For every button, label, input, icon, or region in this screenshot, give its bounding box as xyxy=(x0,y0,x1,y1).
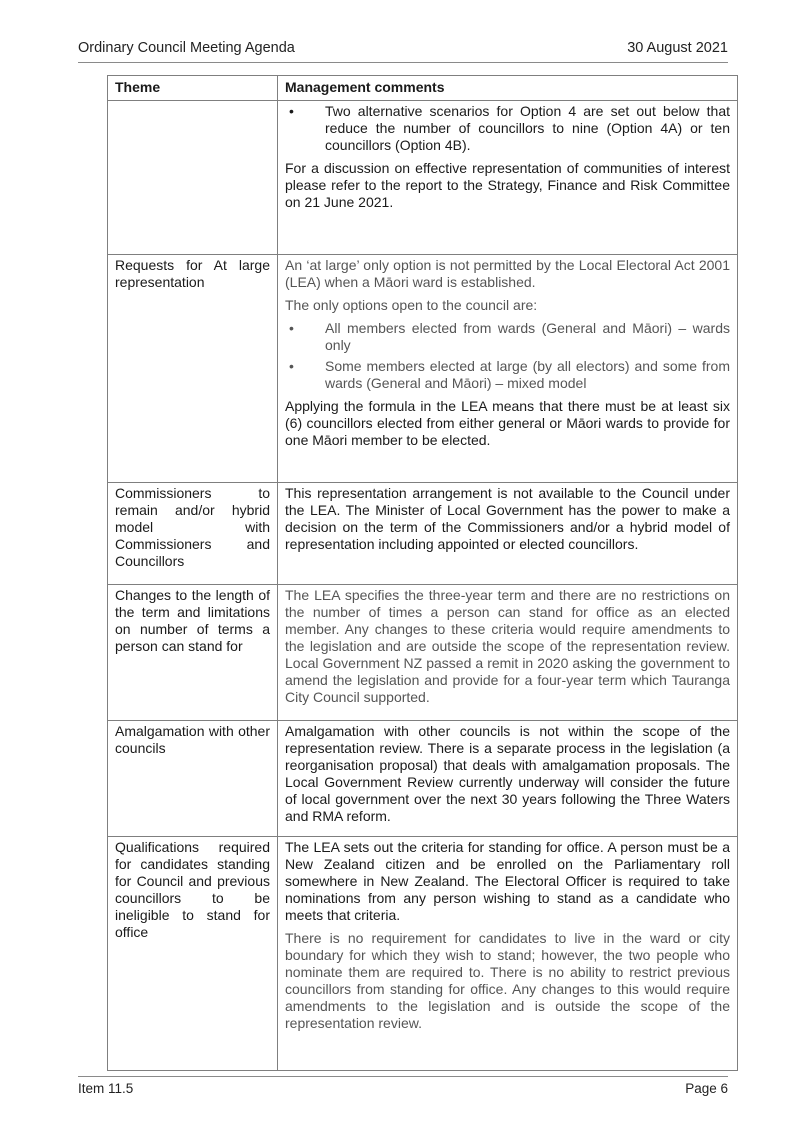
list-item: • All members elected from wards (General and Māori) – wards only xyxy=(285,320,730,354)
paragraph: For a discussion on effective representation of communities of interest please refer to the report to the Strategy, Finance and Risk Committee on 21 June 2021. xyxy=(285,160,730,210)
bullet-list xyxy=(285,320,730,392)
page-header xyxy=(78,40,728,56)
column-header-comments: Management comments xyxy=(278,76,738,101)
comments-cell xyxy=(278,483,738,585)
table-row xyxy=(108,483,738,585)
bullet-list xyxy=(285,103,730,154)
theme-cell: Commissioners to remain and/or hybrid model with Commissioners and Councillors xyxy=(108,483,278,585)
theme-cell: Changes to the length of the term and limitations on number of terms a person can stand for xyxy=(108,585,278,721)
footer-divider xyxy=(78,1076,728,1077)
theme-cell: Qualifications required for candidates standing for Council and previous councillors to be ineligible to stand for office xyxy=(108,837,278,1071)
paragraph: The only options open to the council are: xyxy=(285,297,538,313)
meeting-date: 30 August 2021 xyxy=(627,40,728,56)
table-row xyxy=(108,255,738,483)
paragraph: Amalgamation with other councils is not within the scope of the representation review. There is a separate process in the legislation (a reorganisation proposal) that deals with amalgamation proposals. The Local Government Review currently underway will consider the future of local government over the next 30 years following the Three Waters and RMA reform. xyxy=(285,723,730,824)
page-number: Page 6 xyxy=(685,1081,728,1096)
theme-cell: Amalgamation with other councils xyxy=(108,721,278,837)
table-row xyxy=(108,721,738,837)
table-row xyxy=(108,101,738,255)
column-header-theme: Theme xyxy=(108,76,278,101)
paragraph: The LEA specifies the three-year term and there are no restrictions on the number of times a person can stand for office as an elected member. Any changes to these criteria would require amendments to the legislation and are outside the scope of the representation review. Local Government NZ passed a remit in 2020 asking the government to amend the legislation and provide for a four-year term which Tauranga City Council supported. xyxy=(285,587,730,705)
comments-cell xyxy=(278,721,738,837)
agenda-item-number: Item 11.5 xyxy=(78,1081,134,1096)
table-header-row xyxy=(108,76,738,101)
theme-cell xyxy=(108,101,278,255)
comments-cell xyxy=(278,837,738,1071)
list-item: • Some members elected at large (by all electors) and some from wards (General and Māori) – mixed model xyxy=(285,358,730,392)
table-row xyxy=(108,585,738,721)
paragraph: The LEA sets out the criteria for standing for office. A person must be a New Zealand citizen and be enrolled on the Parliamentary roll somewhere in New Zealand. The Electoral Officer is required to take nominations from any person wishing to stand as a candidate who meets that criteria. xyxy=(285,839,730,923)
comments-cell xyxy=(278,255,738,483)
comments-cell xyxy=(278,585,738,721)
header-divider xyxy=(78,62,728,63)
paragraph: An ‘at large’ only option is not permitted by the Local Electoral Act 2001 (LEA) when a Māori ward is established. xyxy=(285,257,730,290)
comments-cell xyxy=(278,101,738,255)
comments-table xyxy=(107,75,738,1071)
paragraph: Applying the formula in the LEA means that there must be at least six (6) councillors elected from either general or Māori wards to provide for one Māori member to be elected. xyxy=(285,398,730,448)
table-row xyxy=(108,837,738,1071)
paragraph: This representation arrangement is not available to the Council under the LEA. The Minister of Local Government has the power to make a decision on the term of the Commissioners and/or a hybrid model of representation including appointed or elected councillors. xyxy=(285,485,730,552)
theme-cell: Requests for At large representation xyxy=(108,255,278,483)
page-footer xyxy=(78,1081,728,1096)
paragraph: There is no requirement for candidates to live in the ward or city boundary for which they wish to stand; however, the two people who nominate them are required to. There is no ability to restrict previous councillors from standing for office. Any changes to this would require amendments to the legislation and is outside the scope of the representation review. xyxy=(285,930,730,1031)
list-item: • Two alternative scenarios for Option 4 are set out below that reduce the number of councillors to nine (Option 4A) or ten councillors (Option 4B). xyxy=(285,103,730,154)
document-title: Ordinary Council Meeting Agenda xyxy=(78,40,295,56)
